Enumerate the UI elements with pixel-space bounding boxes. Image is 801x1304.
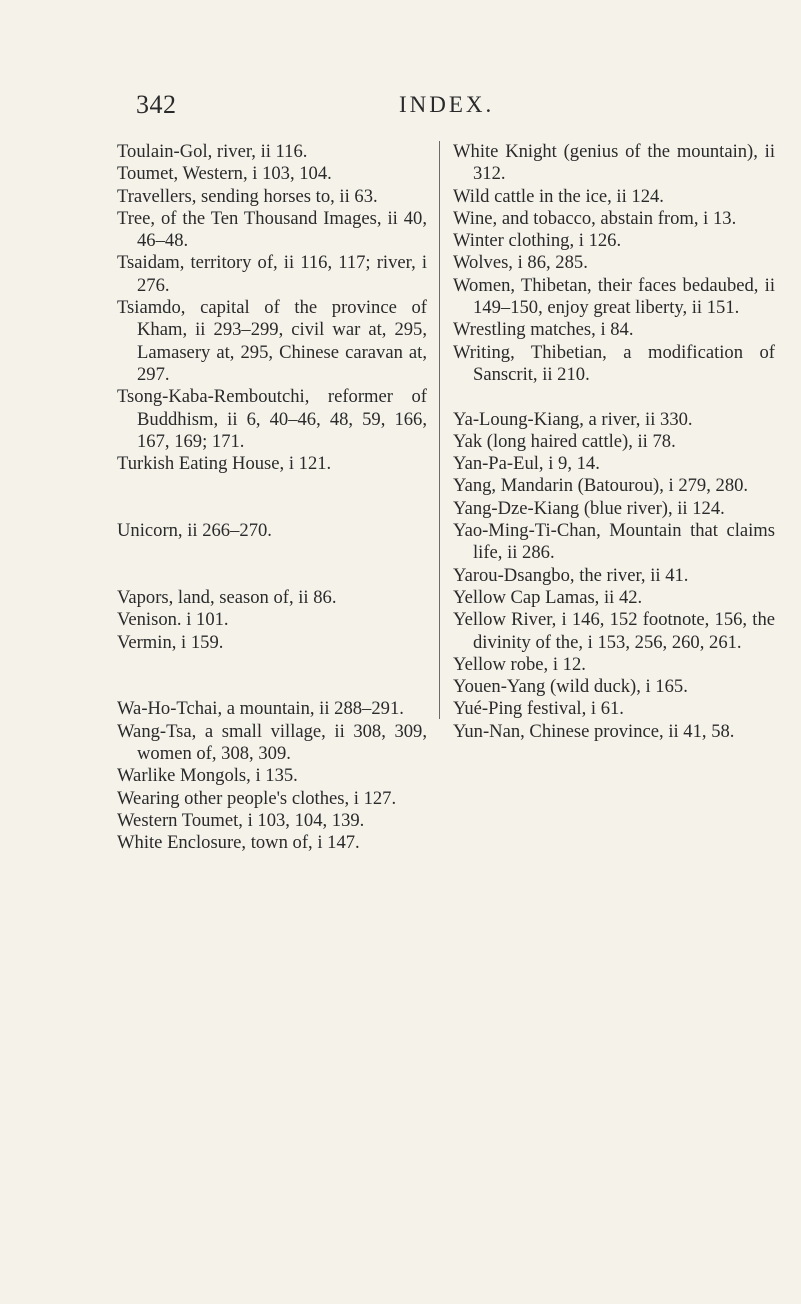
- index-entry: Yang, Mandarin (Batourou), i 279, 280.: [453, 475, 749, 497]
- index-entry: Venison. i 101.: [117, 609, 229, 631]
- index-entry: Writing, Thibetian, a modification of Sanscrit, ii 210.: [453, 341, 775, 385]
- index-entry: Yellow River, i 146, 152 footnote, 156, the divinity of the, i 153, 256, 260, 261.: [453, 609, 775, 653]
- index-entry: Tree, of the Ten Thousand Images, ii 40, 46–48.: [117, 207, 427, 252]
- index-entry: Toumet, Western, i 103, 104.: [117, 163, 332, 185]
- index-entry: Yellow Cap Lamas, ii 42.: [453, 586, 643, 608]
- index-entry: Western Toumet, i 103, 104, 139.: [117, 809, 365, 831]
- index-entry: Tsiamdo, capital of the province of Kham, ii 293–299, civil war at, 295, Lamasery at, 295, Chinese caravan at, 297.: [117, 297, 427, 385]
- index-entry: Tsong-Kaba-Remboutchi, reformer of Buddhism, ii 6, 40–46, 48, 59, 166, 167, 169; 171.: [117, 386, 427, 452]
- index-entry: Wrestling matches, i 84.: [453, 319, 634, 341]
- index-entry: Unicorn, ii 266–270.: [117, 520, 272, 542]
- page-number: 342: [136, 90, 177, 119]
- index-entry: White Knight (genius of the mountain), ii 312.: [453, 141, 775, 185]
- index-entry: Wang-Tsa, a small village, ii 308, 309, women of, 308, 309.: [117, 720, 427, 765]
- left-column: [117, 141, 427, 855]
- index-entry: Yun-Nan, Chinese province, ii 41, 58.: [453, 720, 735, 742]
- section-gap: [117, 475, 427, 520]
- index-entry: Yao-Ming-Ti-Chan, Mountain that claims life, ii 286.: [453, 520, 775, 564]
- index-entry: Winter clothing, i 126.: [453, 230, 622, 252]
- running-head: INDEX.: [399, 92, 495, 117]
- index-entry: Wearing other people's clothes, i 127.: [117, 787, 397, 809]
- index-entry: Yang-Dze-Kiang (blue river), ii 124.: [453, 497, 725, 519]
- index-entry: Turkish Eating House, i 121.: [117, 453, 332, 475]
- index-entry: Yué-Ping festival, i 61.: [453, 698, 624, 720]
- section-gap: [453, 386, 775, 408]
- right-column: [453, 141, 775, 743]
- index-entry: Toulain-Gol, river, ii 116.: [117, 141, 308, 162]
- index-entry: Vapors, land, season of, ii 86.: [117, 586, 337, 608]
- column-divider: [439, 141, 440, 719]
- index-entry: Vermin, i 159.: [117, 631, 224, 653]
- index-entry: White Enclosure, town of, i 147.: [117, 832, 360, 854]
- index-entry: Tsaidam, territory of, ii 116, 117; river, i 276.: [117, 252, 427, 296]
- index-entry: Yellow robe, i 12.: [453, 653, 586, 675]
- index-entry: Wine, and tobacco, abstain from, i 13.: [453, 207, 737, 229]
- index-entry: Wild cattle in the ice, ii 124.: [453, 185, 664, 207]
- index-entry: Yarou-Dsangbo, the river, ii 41.: [453, 564, 689, 586]
- index-entry: Wolves, i 86, 285.: [453, 252, 588, 274]
- index-entry: Ya-Loung-Kiang, a river, ii 330.: [453, 408, 693, 430]
- index-entry: Travellers, sending horses to, ii 63.: [117, 185, 378, 207]
- index-entry: Women, Thibetan, their faces bedaubed, ii 149–150, enjoy great liberty, ii 151.: [453, 274, 775, 319]
- section-gap: [117, 654, 427, 699]
- index-entry: Warlike Mongols, i 135.: [117, 765, 298, 787]
- section-gap: [117, 542, 427, 587]
- index-entry: Youen-Yang (wild duck), i 165.: [453, 676, 688, 698]
- index-entry: Yak (long haired cattle), ii 78.: [453, 430, 676, 452]
- index-entry: Yan-Pa-Eul, i 9, 14.: [453, 453, 600, 475]
- index-entry: Wa-Ho-Tchai, a mountain, ii 288–291.: [117, 698, 404, 720]
